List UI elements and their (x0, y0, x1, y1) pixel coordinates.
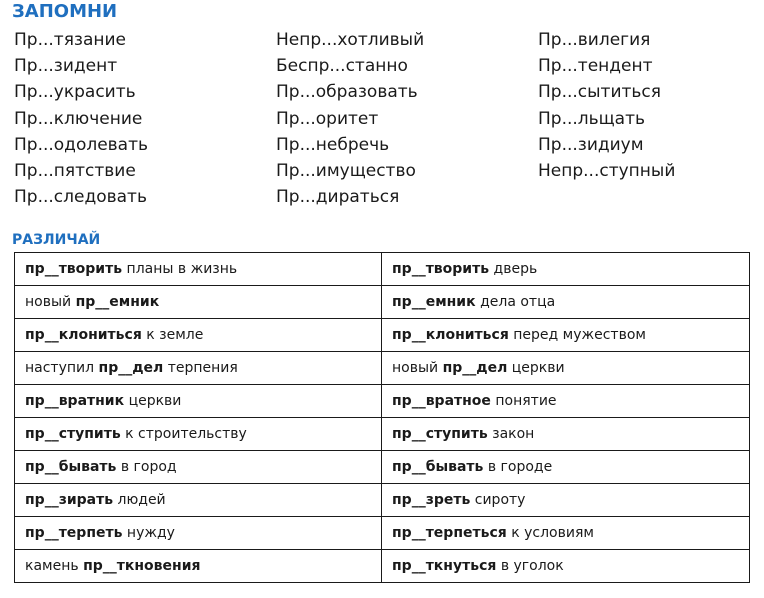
phrase-cell-left (15, 484, 382, 517)
phrase-cell-left (15, 385, 382, 418)
phrase-cell-left (15, 517, 382, 550)
phrase-suffix: терпения (163, 360, 238, 376)
table-row (15, 484, 750, 517)
remember-word: Пр...следовать (14, 187, 147, 208)
phrase-keyword: пр__дел (442, 360, 508, 376)
phrase-suffix: церкви (124, 393, 182, 409)
phrase-suffix: дверь (489, 261, 538, 277)
phrase-keyword: пр__творить (25, 261, 123, 277)
phrase-cell-left (15, 286, 382, 319)
phrase-suffix: дела отца (475, 294, 556, 310)
phrase-suffix: к строительству (120, 426, 247, 442)
phrase-cell-right (382, 352, 750, 385)
remember-word: Пр...украсить (14, 82, 136, 103)
phrase-keyword: пр__бывать (25, 459, 117, 475)
phrase-prefix: новый (25, 294, 76, 310)
phrase-suffix: людей (113, 492, 166, 508)
table-row (15, 517, 750, 550)
phrase-keyword: пр__дел (98, 360, 164, 376)
phrase-cell-right (382, 418, 750, 451)
phrase-keyword: пр__зирать (25, 492, 114, 508)
phrase-suffix: перед мужеством (508, 327, 646, 343)
table-row (15, 286, 750, 319)
table-row (15, 550, 750, 583)
distinguish-heading: РАЗЛИЧАЙ (12, 232, 101, 248)
remember-word: Пр...тязание (14, 30, 126, 50)
phrase-suffix: в город (116, 459, 177, 475)
phrase-keyword: пр__клониться (25, 327, 142, 343)
distinguish-table (14, 252, 750, 583)
remember-word: Пр...льщать (538, 108, 646, 129)
phrase-keyword: пр__клониться (392, 327, 509, 343)
remember-word: Пр...зидент (14, 56, 118, 77)
table-row (15, 385, 750, 418)
remember-word: Пр...тендент (538, 56, 653, 77)
phrase-keyword: пр__терпеться (392, 525, 507, 541)
phrase-keyword: пр__ступить (392, 426, 488, 442)
remember-word: Пр...небречь (276, 134, 390, 155)
phrase-cell-right (382, 319, 750, 352)
phrase-cell-right (382, 550, 750, 583)
phrase-cell-left (15, 418, 382, 451)
remember-word: Пр...дираться (276, 187, 400, 208)
phrase-cell-right (382, 253, 750, 286)
phrase-keyword: пр__зреть (392, 492, 471, 508)
remember-word: Пр...пятствие (14, 160, 136, 181)
phrase-cell-right (382, 451, 750, 484)
phrase-keyword: пр__вратник (25, 393, 125, 409)
remember-word: Пр...зидиум (538, 134, 644, 155)
table-row (15, 451, 750, 484)
phrase-suffix: в уголок (496, 558, 564, 574)
phrase-suffix: понятие (490, 393, 557, 409)
phrase-keyword: пр__вратное (392, 393, 491, 409)
phrase-suffix: к условиям (506, 525, 594, 541)
remember-word: Пр...одолевать (14, 134, 149, 155)
remember-word: Пр...оритет (276, 108, 379, 129)
remember-word: Беспр...станно (276, 56, 408, 77)
remember-word: Непр...ступный (538, 160, 676, 181)
table-row (15, 253, 750, 286)
remember-word: Пр...сытиться (538, 82, 662, 103)
remember-word: Непр...хотливый (276, 30, 425, 50)
remember-word: Пр...вилегия (538, 30, 651, 50)
phrase-suffix: в городе (483, 459, 553, 475)
phrase-prefix: наступил (25, 360, 99, 376)
phrase-keyword: пр__ступить (25, 426, 121, 442)
phrase-cell-left (15, 550, 382, 583)
remember-heading: ЗАПОМНИ (12, 1, 118, 22)
phrase-cell-right (382, 517, 750, 550)
phrase-keyword: пр__бывать (392, 459, 484, 475)
phrase-keyword: пр__емник (392, 294, 476, 310)
phrase-suffix: сироту (470, 492, 526, 508)
phrase-suffix: к земле (141, 327, 204, 343)
phrase-prefix: камень (25, 558, 84, 574)
table-row (15, 418, 750, 451)
phrase-cell-right (382, 286, 750, 319)
phrase-suffix: церкви (507, 360, 565, 376)
phrase-keyword: пр__творить (392, 261, 490, 277)
phrase-keyword: пр__терпеть (25, 525, 123, 541)
phrase-keyword: пр__ткнуться (392, 558, 497, 574)
remember-word: Пр...имущество (276, 160, 416, 181)
phrase-cell-right (382, 484, 750, 517)
phrase-suffix: закон (487, 426, 535, 442)
remember-column-1 (14, 27, 148, 210)
phrase-cell-left (15, 253, 382, 286)
phrase-cell-right (382, 385, 750, 418)
remember-column-2 (276, 27, 424, 210)
phrase-keyword: пр__емник (75, 294, 160, 310)
table-row (15, 319, 750, 352)
remember-column-3 (538, 27, 675, 184)
table-row (15, 352, 750, 385)
phrase-suffix: планы в жизнь (122, 261, 238, 277)
phrase-prefix: новый (392, 360, 443, 376)
phrase-cell-left (15, 319, 382, 352)
remember-word: Пр...ключение (14, 108, 143, 129)
remember-word: Пр...образовать (276, 82, 418, 103)
phrase-keyword: пр__ткновения (83, 558, 201, 574)
phrase-suffix: нужду (122, 525, 175, 541)
phrase-cell-left (15, 352, 382, 385)
phrase-cell-left (15, 451, 382, 484)
